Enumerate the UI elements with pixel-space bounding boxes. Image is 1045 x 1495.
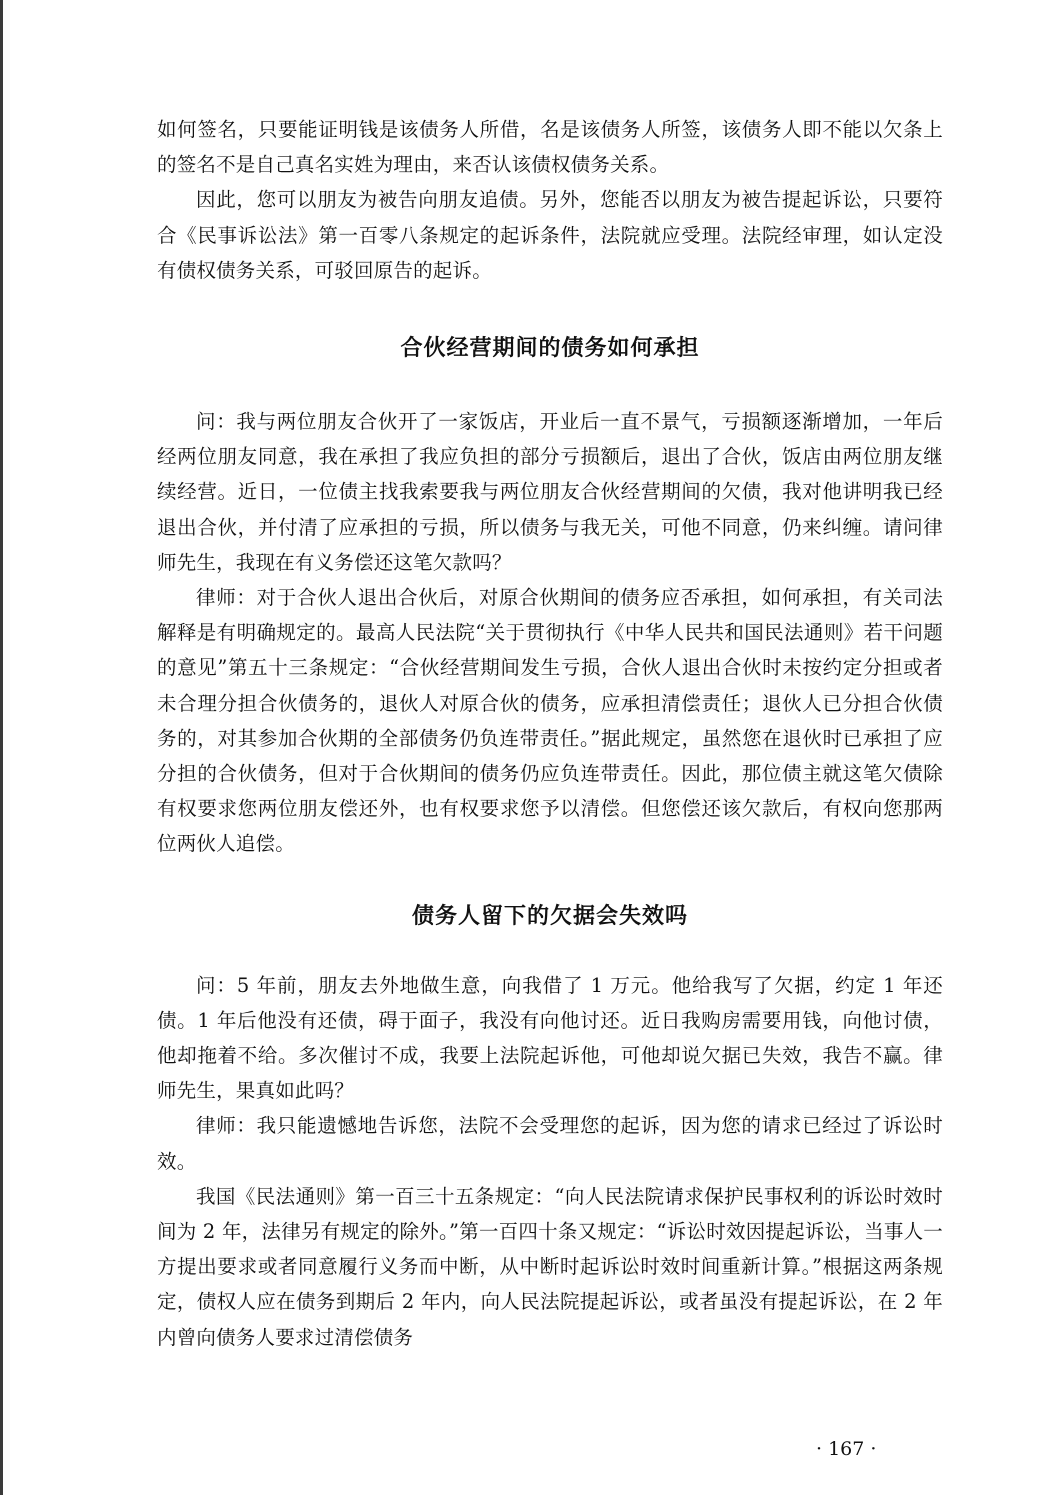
page-edge-shadow bbox=[0, 0, 3, 1495]
page-number: · 167 · bbox=[816, 1438, 877, 1460]
answer-partnership-debt: 律师：对于合伙人退出合伙后，对原合伙期间的债务应否承担，如何承担，有关司法解释是有明确规定的。最高人民法院“关于贯彻执行《中华人民共和国民法通则》若干问题的意见”第五十三条规定：“合伙经营期间发生亏损，合伙人退出合伙时未按约定分担或者未合理分担合伙债务的，退伙人对原合伙的债务，应承担清偿责任；退伙人已分担合伙债务的，对其参加合伙期的全部债务仍负连带责任。”据此规定，虽然您在退伙时已承担了应分担的合伙债务，但对于合伙期间的债务仍应负连带责任。因此，那位债主就这笔欠债除有权要求您两位朋友偿还外，也有权要求您予以清偿。但您偿还该欠款后，有权向您那两位两伙人追偿。 bbox=[157, 586, 943, 856]
question-partnership-debt: 问：我与两位朋友合伙开了一家饭店，开业后一直不景气，亏损额逐渐增加，一年后经两位朋友同意，我在承担了我应负担的部分亏损额后，退出了合伙，饭店由两位朋友继续经营。近日，一位债主找我索要我与两位朋友合伙经营期间的欠债，我对他讲明我已经退出合伙，并付清了应承担的亏损，所以债务与我无关，可他不同意，仍来纠缠。请问律师先生，我现在有义务偿还这笔欠款吗？ bbox=[157, 410, 943, 574]
answer-iou-expiry: 律师：我只能遗憾地告诉您，法院不会受理您的起诉，因为您的请求已经过了诉讼时效。 bbox=[157, 1114, 943, 1173]
page-content bbox=[157, 112, 943, 1355]
question-iou-expiry: 问：5 年前，朋友去外地做生意，向我借了 1 万元。他给我写了欠据，约定 1 年还债。1 年后他没有还债，碍于面子，我没有向他讨还。近日我购房需要用钱，向他讨债，他却拖着不给。多次催讨不成，我要上法院起诉他，可他却说欠据已失效，我告不赢。律师先生，果真如此吗？ bbox=[157, 973, 943, 1103]
section-title-partnership-debt: 合伙经营期间的债务如何承担 bbox=[400, 336, 700, 362]
paragraph-conclusion: 因此，您可以朋友为被告向朋友追债。另外，您能否以朋友为被告提起诉讼，只要符合《民事诉讼法》第一百零八条规定的起诉条件，法院就应受理。法院经审理，如认定没有债权债务关系，可驳回原告的起诉。 bbox=[157, 188, 943, 282]
section-title-iou-expiry: 债务人留下的欠据会失效吗 bbox=[411, 903, 688, 929]
law-citation-iou-expiry: 我国《民法通则》第一百三十五条规定：“向人民法院请求保护民事权利的诉讼时效时间为 2 年，法律另有规定的除外。”第一百四十条又规定：“诉讼时效因提起诉讼，当事人一方提出要求或者同意履行义务而中断，从中断时起诉讼时效时间重新计算。”根据这两条规定，债权人应在债务到期后 2 年内，向人民法院提起诉讼，或者虽没有提起诉讼，在 2 年内曾向债务人要求过清偿债务 bbox=[157, 1184, 943, 1349]
paragraph-continuation: 如何签名，只要能证明钱是该债务人所借，名是该债务人所签，该债务人即不能以欠条上的签名不是自己真名实姓为理由，来否认该债权债务关系。 bbox=[157, 118, 943, 177]
